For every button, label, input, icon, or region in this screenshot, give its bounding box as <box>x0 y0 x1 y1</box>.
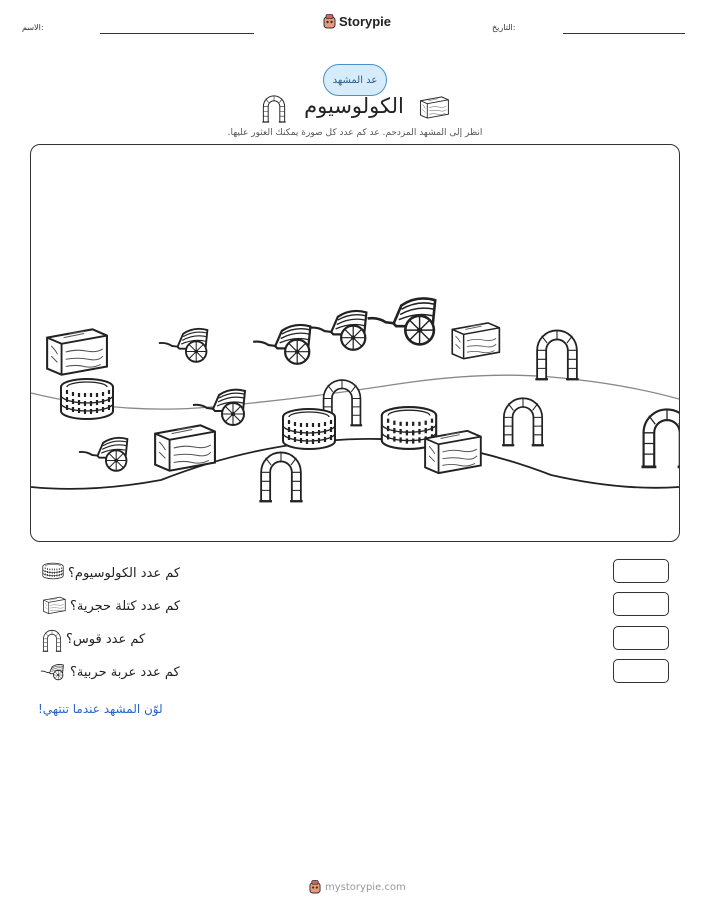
near-hill-line <box>31 439 679 489</box>
colosseum <box>283 409 335 449</box>
colosseum <box>61 379 113 419</box>
arch <box>259 452 302 501</box>
answer-box-stone-block[interactable] <box>613 592 669 616</box>
name-line[interactable] <box>100 33 254 34</box>
colosseum-icon <box>42 562 64 580</box>
finish-instruction: لوّن المشهد عندما تنتهي! <box>38 702 163 716</box>
stone-block-icon <box>42 595 66 615</box>
question-colosseum: كم عدد الكولوسيوم؟ <box>68 566 181 581</box>
answer-box-chariot[interactable] <box>613 659 669 683</box>
stone-block-icon <box>418 95 450 119</box>
answer-box-arch[interactable] <box>613 626 669 650</box>
question-arch: كم عدد قوس؟ <box>66 632 146 647</box>
page-title: الكولوسيوم <box>304 94 404 118</box>
storypie-logo-icon <box>323 14 336 29</box>
name-label: الاسم: <box>22 23 44 32</box>
brand-name: Storypie <box>339 14 392 29</box>
arch-icon <box>260 93 288 123</box>
chariot <box>159 329 208 362</box>
stone-block <box>425 431 481 473</box>
date-line[interactable] <box>563 33 685 34</box>
date-label: التاريخ: <box>492 23 516 32</box>
instructions: انظر إلى المشهد المزدحم. عد كم عدد كل صورة يمكنك العثور عليها. <box>227 128 483 138</box>
answer-box-colosseum[interactable] <box>613 559 669 583</box>
stone-block <box>47 329 107 374</box>
brand-logo <box>323 14 391 29</box>
scene-count-badge: عد المشهد <box>323 64 387 96</box>
chariot <box>79 438 128 471</box>
footer-url[interactable]: mystorypie.com <box>325 882 406 893</box>
question-chariot: كم عدد عربة حربية؟ <box>70 665 180 680</box>
chariot <box>253 325 310 364</box>
arch-icon <box>42 628 62 652</box>
chariot <box>309 311 366 350</box>
stone-block <box>155 425 215 470</box>
question-stone-block: كم عدد كتلة حجرية؟ <box>70 599 181 614</box>
counting-scene[interactable] <box>30 144 680 542</box>
storypie-footer-icon <box>309 880 321 894</box>
chariot-icon <box>40 662 66 682</box>
stone-block <box>452 323 499 359</box>
chariot <box>368 298 436 344</box>
arch <box>535 330 578 379</box>
arch <box>502 398 544 445</box>
arch <box>641 409 679 466</box>
